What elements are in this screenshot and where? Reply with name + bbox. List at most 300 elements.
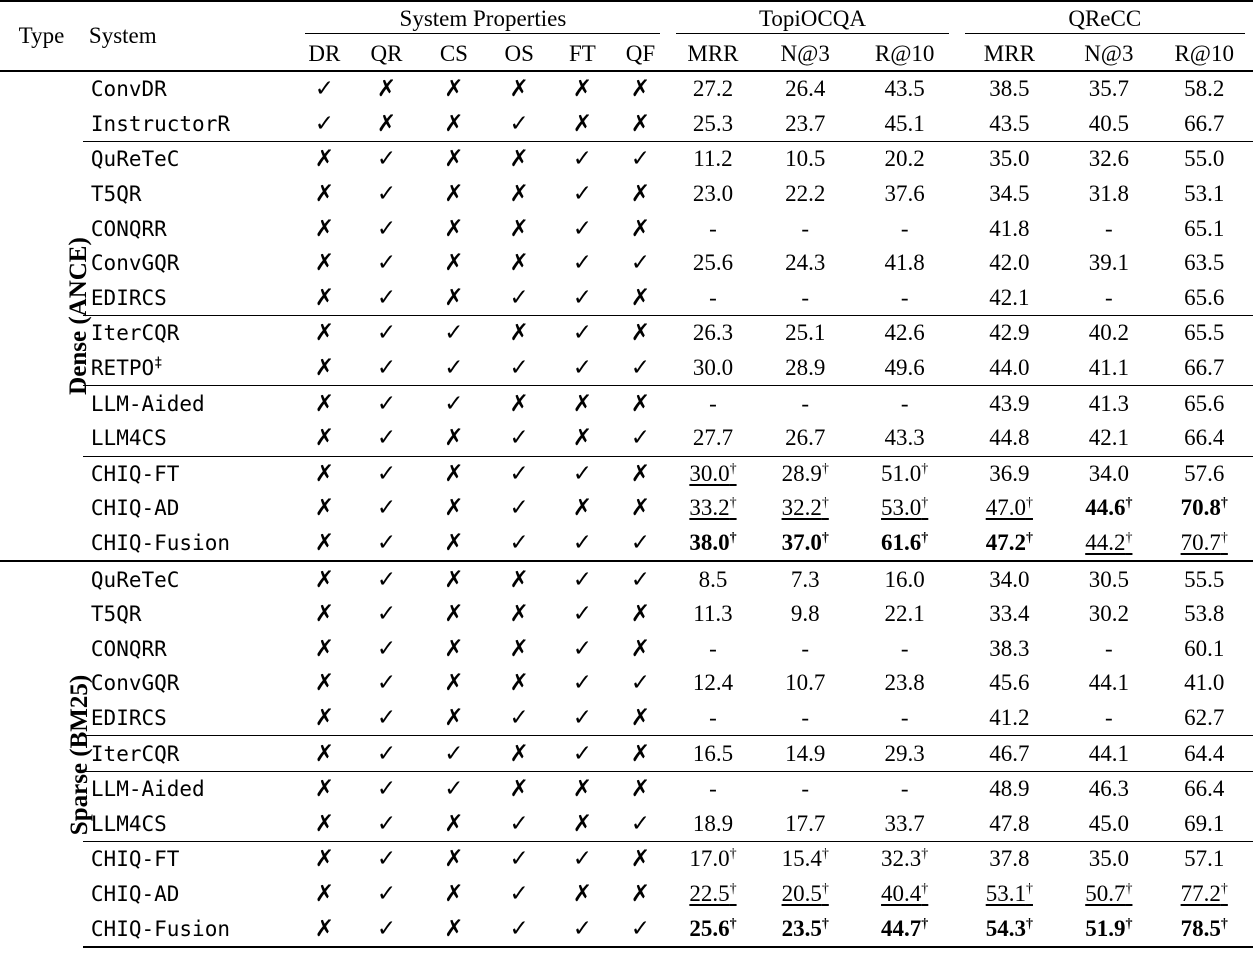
check-icon: ✓ (351, 911, 421, 947)
metric-value: 48.9 (957, 771, 1063, 806)
cross-icon: ✗ (297, 142, 351, 177)
cross-icon: ✗ (422, 456, 486, 491)
metric-value: 65.1 (1184, 215, 1225, 241)
system-name: CHIQ-FT (83, 842, 298, 877)
metric-value: 45.0 (1088, 810, 1129, 836)
system-name: CHIQ-AD (90, 496, 180, 521)
check-icon: ✓ (552, 561, 612, 597)
check-icon: ✓ (572, 181, 593, 208)
metric-value: 30.2 (1088, 601, 1129, 627)
metric-value: 27.7 (692, 425, 734, 451)
metric-value: 45.6 (989, 670, 1030, 696)
check-icon: ✓ (572, 215, 593, 242)
check-icon: ✓ (376, 181, 397, 208)
cross-icon: ✗ (630, 215, 651, 242)
cross-icon: ✗ (444, 670, 464, 697)
metric-value: 22.1 (884, 601, 925, 627)
metric-value: 69.1 (1184, 810, 1225, 836)
cross-icon: ✗ (612, 456, 668, 491)
header-group-qrecc: QReCC (957, 1, 1253, 37)
metric-value: 51.9† (1062, 911, 1155, 947)
check-icon: ✓ (572, 284, 593, 311)
system-name: InstructorR (90, 111, 230, 136)
metric-value: - (1105, 284, 1113, 310)
metric-value: - (853, 771, 957, 806)
metric-value: 32.6 (1062, 142, 1155, 177)
table-row (0, 736, 1253, 772)
header-prop-cs: CS (439, 40, 468, 66)
cross-icon: ✗ (630, 181, 651, 208)
check-icon: ✓ (612, 142, 668, 177)
metric-value: - (900, 215, 909, 241)
check-icon: ✓ (572, 355, 593, 382)
system-name: LLM-Aided (83, 771, 298, 806)
table-row (0, 107, 1253, 142)
cross-icon: ✗ (444, 530, 464, 557)
metric-value: 43.3 (884, 425, 925, 451)
cross-icon: ✗ (314, 880, 334, 907)
metric-value: 66.4 (1155, 771, 1253, 806)
cross-icon: ✗ (509, 670, 529, 697)
cross-icon: ✗ (509, 601, 529, 628)
cross-icon: ✗ (486, 71, 552, 107)
metric-value: 41.8 (884, 250, 925, 276)
check-icon: ✓ (486, 456, 552, 491)
check-icon: ✓ (572, 530, 593, 557)
check-icon: ✓ (630, 425, 651, 452)
check-icon: ✓ (552, 316, 612, 351)
metric-value: - (758, 771, 853, 806)
metric-value: 25.3 (692, 110, 734, 136)
metric-value: 17.7 (785, 810, 826, 836)
metric-value: 47.2† (985, 530, 1033, 556)
cross-icon: ✗ (297, 456, 351, 491)
metric-value: 36.9 (957, 456, 1063, 491)
cross-icon: ✗ (509, 250, 529, 277)
check-icon: ✓ (552, 736, 612, 772)
cross-icon: ✗ (314, 810, 334, 837)
metric-value: 44.0 (989, 355, 1030, 381)
metric-value: 53.1† (985, 880, 1033, 906)
check-icon: ✓ (630, 670, 651, 697)
metric-value: 37.0† (781, 530, 829, 556)
cross-icon: ✗ (444, 495, 464, 522)
table-row (0, 316, 1253, 351)
check-icon: ✓ (509, 495, 529, 522)
check-icon: ✓ (376, 670, 397, 697)
metric-value: 20.2 (853, 142, 957, 177)
metric-value: 26.7 (785, 425, 826, 451)
metric-value: - (668, 386, 757, 421)
metric-value: 11.2 (668, 142, 757, 177)
metric-value: - (801, 215, 810, 241)
check-icon: ✓ (486, 842, 552, 877)
metric-value: 37.6 (884, 181, 925, 207)
metric-value: 22.2 (785, 181, 826, 207)
metric-value: 10.7 (785, 670, 826, 696)
metric-value: 77.2† (1180, 880, 1228, 906)
metric-value: 44.1 (1062, 736, 1155, 772)
cross-icon: ✗ (314, 670, 334, 697)
metric-value: 43.9 (957, 386, 1063, 421)
cross-icon: ✗ (612, 386, 668, 421)
cross-icon: ✗ (630, 601, 651, 628)
table-row (0, 806, 1253, 841)
system-name: QuReTeC (83, 142, 298, 177)
metric-value: - (709, 284, 717, 310)
check-icon: ✓ (509, 880, 529, 907)
check-icon: ✓ (444, 355, 464, 382)
header-system: System (83, 1, 298, 71)
metric-value: 38.3 (989, 635, 1030, 661)
metric-value: 33.4 (989, 601, 1030, 627)
check-icon: ✓ (552, 842, 612, 877)
cross-icon: ✗ (376, 110, 397, 137)
metric-value: 38.0† (689, 530, 737, 556)
system-name: ConvGQR (90, 251, 180, 276)
metric-value: 24.3 (785, 250, 826, 276)
metric-value: 57.6 (1155, 456, 1253, 491)
cross-icon: ✗ (422, 842, 486, 877)
metric-value: 8.5 (668, 561, 757, 597)
cross-icon: ✗ (486, 142, 552, 177)
system-name: EDIRCS (90, 285, 167, 310)
metric-value: 16.0 (853, 561, 957, 597)
metric-value: 30.5 (1062, 561, 1155, 597)
cross-icon: ✗ (612, 71, 668, 107)
table-row (0, 386, 1253, 421)
cross-icon: ✗ (630, 880, 651, 907)
metric-value: 34.0 (1062, 456, 1155, 491)
cross-icon: ✗ (444, 215, 464, 242)
table-row (0, 456, 1253, 491)
cross-icon: ✗ (444, 704, 464, 731)
cross-icon: ✗ (444, 601, 464, 628)
table-row (0, 421, 1253, 456)
check-icon: ✓ (376, 880, 397, 907)
check-icon: ✓ (509, 355, 529, 382)
check-icon: ✓ (509, 284, 529, 311)
metric-value: 53.1 (1184, 181, 1225, 207)
metric-value: 30.0 (692, 355, 734, 381)
table-row (0, 526, 1253, 562)
table-row (0, 351, 1253, 386)
metric-value: 40.4† (881, 880, 929, 906)
table-row (0, 561, 1253, 597)
metric-value: 34.0 (957, 561, 1063, 597)
section-label: Sparse (BM25) (0, 561, 83, 947)
metric-value: 20.5† (781, 880, 829, 906)
table-row (0, 177, 1253, 212)
cross-icon: ✗ (444, 635, 464, 662)
metric-value: - (801, 284, 810, 310)
metric-value: 42.1 (989, 284, 1030, 310)
check-icon: ✓ (376, 495, 397, 522)
header-group-system-properties: System Properties (297, 1, 668, 37)
metric-value: 70.7† (1180, 530, 1228, 556)
metric-value: 30.0† (668, 456, 757, 491)
cross-icon: ✗ (509, 181, 529, 208)
metric-value: 53.0† (881, 495, 929, 521)
cross-icon: ✗ (444, 810, 464, 837)
system-name: ConvDR (83, 71, 298, 107)
table-row (0, 142, 1253, 177)
metric-value: 40.2 (1062, 316, 1155, 351)
cross-icon: ✗ (612, 842, 668, 877)
check-icon: ✓ (422, 771, 486, 806)
cross-icon: ✗ (630, 495, 651, 522)
metric-value: 51.0† (853, 456, 957, 491)
table-row (0, 632, 1253, 667)
metric-value: 62.7 (1184, 704, 1225, 730)
check-icon: ✓ (351, 736, 421, 772)
metric-value: 44.7† (853, 911, 957, 947)
header-prop-os: OS (504, 40, 534, 66)
metric-value: 57.1 (1155, 842, 1253, 877)
metric-value: 17.0† (668, 842, 757, 877)
metric-value: 43.5 (853, 71, 957, 107)
table-row (0, 597, 1253, 632)
cross-icon: ✗ (572, 810, 593, 837)
metric-value: - (900, 284, 909, 310)
metric-value: - (1105, 215, 1113, 241)
cross-icon: ✗ (422, 71, 486, 107)
check-icon: ✓ (351, 142, 421, 177)
metric-value: 28.9 (785, 355, 826, 381)
check-icon: ✓ (351, 561, 421, 597)
cross-icon: ✗ (297, 386, 351, 421)
cross-icon: ✗ (297, 842, 351, 877)
header-metric-1: N@3 (780, 40, 830, 66)
cross-icon: ✗ (314, 601, 334, 628)
metric-value: 42.1 (1088, 425, 1129, 451)
metric-value: 54.3† (957, 911, 1063, 947)
table-row (0, 877, 1253, 912)
cross-icon: ✗ (422, 561, 486, 597)
metric-value: 66.4 (1184, 425, 1225, 451)
metric-value: 42.9 (957, 316, 1063, 351)
metric-value: 28.9† (758, 456, 853, 491)
cross-icon: ✗ (572, 425, 593, 452)
cross-icon: ✗ (351, 71, 421, 107)
system-name: IterCQR (83, 316, 298, 351)
metric-value: 37.8 (957, 842, 1063, 877)
check-icon: ✓ (630, 530, 651, 557)
system-name: CONQRR (90, 636, 167, 661)
check-icon: ✓ (509, 530, 529, 557)
cross-icon: ✗ (486, 316, 552, 351)
cross-icon: ✗ (630, 704, 651, 731)
cross-icon: ✗ (486, 386, 552, 421)
check-icon: ✓ (376, 215, 397, 242)
check-icon: ✓ (509, 704, 529, 731)
metric-value: 16.5 (668, 736, 757, 772)
metric-value: 27.2 (668, 71, 757, 107)
table-row (0, 911, 1253, 947)
header-prop-ft: FT (568, 40, 596, 66)
metric-value: 41.8 (989, 215, 1030, 241)
cross-icon: ✗ (612, 771, 668, 806)
cross-icon: ✗ (297, 771, 351, 806)
metric-value: 15.4† (758, 842, 853, 877)
check-icon: ✓ (376, 601, 397, 628)
metric-value: 42.6 (853, 316, 957, 351)
metric-value: 29.3 (853, 736, 957, 772)
cross-icon: ✗ (297, 911, 351, 947)
check-icon: ✓ (612, 911, 668, 947)
metric-value: 55.5 (1155, 561, 1253, 597)
metric-value: 35.0 (1062, 842, 1155, 877)
metric-value: 25.6† (668, 911, 757, 947)
check-icon: ✓ (376, 284, 397, 311)
metric-value: 23.8 (884, 670, 925, 696)
check-icon: ✓ (552, 911, 612, 947)
cross-icon: ✗ (314, 635, 334, 662)
metric-value: 63.5 (1184, 250, 1225, 276)
metric-value: 50.7† (1085, 880, 1133, 906)
system-name: T5QR (90, 602, 142, 627)
cross-icon: ✗ (422, 911, 486, 947)
metric-value: 35.0 (957, 142, 1063, 177)
system-name: CHIQ-Fusion (83, 911, 298, 947)
table-row (0, 71, 1253, 107)
check-icon: ✓ (351, 771, 421, 806)
table-row (0, 491, 1253, 526)
metric-value: 66.7 (1184, 355, 1225, 381)
metric-value: 41.0 (1184, 670, 1225, 696)
header-metric-0: MRR (687, 40, 739, 66)
metric-value: 10.5 (758, 142, 853, 177)
metric-value: 12.4 (692, 670, 734, 696)
header-prop-dr: DR (308, 40, 341, 66)
check-icon: ✓ (351, 386, 421, 421)
check-icon: ✓ (297, 71, 351, 107)
check-icon: ✓ (351, 842, 421, 877)
header-type: Type (0, 1, 83, 71)
check-icon: ✓ (509, 425, 529, 452)
check-icon: ✓ (572, 704, 593, 731)
metric-value: - (853, 386, 957, 421)
cross-icon: ✗ (572, 110, 593, 137)
check-icon: ✓ (612, 561, 668, 597)
section-label: Dense (ANCE) (0, 71, 83, 561)
table-row (0, 211, 1253, 246)
metric-value: 43.5 (989, 110, 1030, 136)
cross-icon: ✗ (444, 284, 464, 311)
metric-value: 7.3 (758, 561, 853, 597)
metric-value: 58.2 (1155, 71, 1253, 107)
system-name: CHIQ-FT (83, 456, 298, 491)
metric-value: 53.8 (1184, 601, 1225, 627)
cross-icon: ✗ (552, 71, 612, 107)
metric-value: 32.3† (853, 842, 957, 877)
check-icon: ✓ (552, 456, 612, 491)
metric-value: 61.6† (881, 530, 929, 556)
check-icon: ✓ (572, 670, 593, 697)
check-icon: ✓ (486, 911, 552, 947)
system-name: CONQRR (90, 216, 167, 241)
cross-icon: ✗ (486, 561, 552, 597)
cross-icon: ✗ (314, 530, 334, 557)
check-icon: ✓ (630, 810, 651, 837)
header-metric-3: MRR (983, 40, 1035, 66)
metric-value: - (668, 771, 757, 806)
system-name: LLM4CS (90, 811, 167, 836)
metric-value: 34.5 (989, 181, 1030, 207)
metric-value: - (709, 215, 717, 241)
metric-value: 45.1 (884, 110, 925, 136)
cross-icon: ✗ (314, 425, 334, 452)
cross-icon: ✗ (444, 110, 464, 137)
cross-icon: ✗ (612, 736, 668, 772)
check-icon: ✓ (572, 250, 593, 277)
table-row (0, 281, 1253, 316)
check-icon: ✓ (351, 456, 421, 491)
check-icon: ✓ (376, 250, 397, 277)
metric-value: 42.0 (989, 250, 1030, 276)
metric-value: 26.4 (758, 71, 853, 107)
metric-value: 40.5 (1088, 110, 1129, 136)
table-row (0, 842, 1253, 877)
metric-value: 46.7 (957, 736, 1063, 772)
table-row (0, 246, 1253, 281)
metric-value: 41.3 (1062, 386, 1155, 421)
cross-icon: ✗ (612, 316, 668, 351)
check-icon: ✓ (572, 601, 593, 628)
check-icon: ✓ (314, 110, 334, 137)
check-icon: ✓ (509, 110, 529, 137)
cross-icon: ✗ (444, 181, 464, 208)
metric-value: 22.5† (689, 880, 737, 906)
cross-icon: ✗ (314, 215, 334, 242)
metric-value: 47.0† (985, 495, 1033, 521)
metric-value: - (758, 386, 853, 421)
system-name: ConvGQR (90, 671, 180, 696)
cross-icon: ✗ (444, 250, 464, 277)
metric-value: 25.1 (758, 316, 853, 351)
system-name: RETPO‡ (90, 355, 163, 381)
cross-icon: ✗ (314, 284, 334, 311)
cross-icon: ✗ (509, 635, 529, 662)
metric-value: 9.8 (790, 601, 820, 627)
cross-icon: ✗ (486, 736, 552, 772)
metric-value: 23.7 (785, 110, 826, 136)
metric-value: 47.8 (989, 810, 1030, 836)
metric-value: 25.6 (692, 250, 734, 276)
header-prop-qr: QR (370, 40, 403, 66)
check-icon: ✓ (376, 810, 397, 837)
check-icon: ✓ (422, 736, 486, 772)
cross-icon: ✗ (314, 355, 334, 382)
cross-icon: ✗ (297, 316, 351, 351)
metric-value: 31.8 (1088, 181, 1129, 207)
header-metric-4: N@3 (1084, 40, 1134, 66)
metric-value: 44.8 (989, 425, 1030, 451)
metric-value: 41.2 (989, 704, 1030, 730)
check-icon: ✓ (630, 250, 651, 277)
metric-value: 33.7 (884, 810, 925, 836)
check-icon: ✓ (376, 530, 397, 557)
metric-value: 49.6 (884, 355, 925, 381)
system-name: CHIQ-Fusion (90, 531, 230, 556)
check-icon: ✓ (509, 810, 529, 837)
check-icon: ✓ (376, 635, 397, 662)
metric-value: 55.0 (1155, 142, 1253, 177)
cross-icon: ✗ (314, 250, 334, 277)
check-icon: ✓ (630, 355, 651, 382)
cross-icon: ✗ (314, 704, 334, 731)
header-prop-qf: QF (625, 40, 656, 66)
